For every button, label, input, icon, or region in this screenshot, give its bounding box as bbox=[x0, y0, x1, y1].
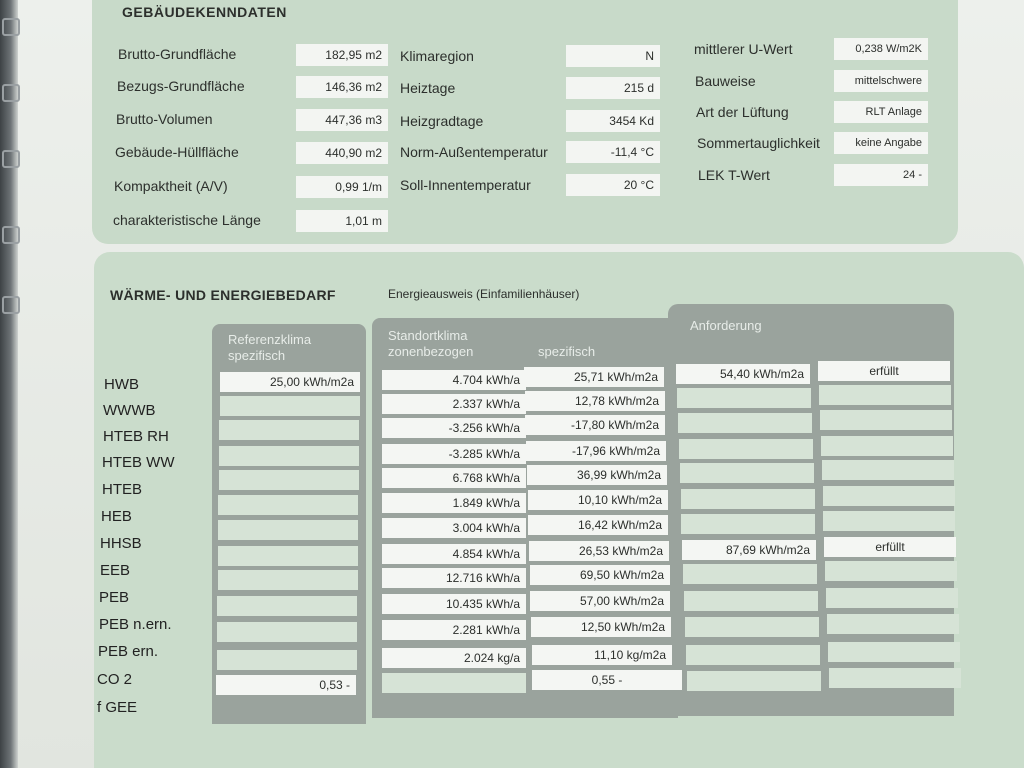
cell-anforderung bbox=[680, 463, 814, 483]
cell-zonenbezogen: 2.281 kWh/a bbox=[382, 620, 526, 640]
envelope-field-label: mittlerer U-Wert bbox=[694, 41, 793, 57]
cell-referenz bbox=[220, 396, 360, 416]
header-standort-line2: zonenbezogen bbox=[388, 344, 474, 359]
cell-status bbox=[823, 511, 955, 531]
envelope-field-value: mittelschwere bbox=[834, 70, 928, 92]
binder-ring bbox=[2, 226, 20, 244]
cell-status bbox=[821, 436, 953, 456]
cell-referenz bbox=[217, 622, 357, 642]
cell-referenz bbox=[217, 650, 357, 670]
building-data-panel bbox=[92, 0, 958, 244]
cell-referenz bbox=[218, 495, 358, 515]
cell-spezifisch: 0,55 - bbox=[532, 670, 682, 690]
row-label: HTEB WW bbox=[102, 454, 175, 471]
building-field-value: 182,95 m2 bbox=[296, 44, 388, 66]
cell-status bbox=[823, 486, 955, 506]
cell-spezifisch: 11,10 kg/m2a bbox=[532, 645, 672, 665]
header-anforderung: Anforderung bbox=[690, 318, 762, 333]
row-label: PEB n.ern. bbox=[99, 616, 172, 633]
climate-field-value: N bbox=[566, 45, 660, 67]
section-subtitle-energy: Energieausweis (Einfamilienhäuser) bbox=[388, 287, 580, 301]
cell-spezifisch: 12,78 kWh/m2a bbox=[525, 391, 665, 411]
cell-status bbox=[828, 642, 960, 662]
cell-anforderung bbox=[684, 591, 818, 611]
header-spezifisch: spezifisch bbox=[538, 344, 596, 359]
binder-ring bbox=[2, 84, 20, 102]
building-field-label: Kompaktheit (A/V) bbox=[114, 178, 228, 194]
cell-zonenbezogen: -3.256 kWh/a bbox=[382, 418, 526, 438]
cell-anforderung bbox=[683, 564, 817, 584]
envelope-field-label: LEK T-Wert bbox=[698, 167, 770, 183]
cell-zonenbezogen: 3.004 kWh/a bbox=[382, 518, 526, 538]
binder-edge bbox=[0, 0, 18, 768]
cell-referenz bbox=[218, 570, 358, 590]
cell-spezifisch: 12,50 kWh/m2a bbox=[531, 617, 671, 637]
cell-anforderung bbox=[685, 617, 819, 637]
cell-spezifisch: 16,42 kWh/m2a bbox=[528, 515, 668, 535]
building-field-value: 447,36 m3 bbox=[296, 109, 388, 131]
binder-ring bbox=[2, 150, 20, 168]
cell-anforderung bbox=[677, 388, 811, 408]
row-label: HEB bbox=[101, 508, 132, 525]
header-standort-line1: Standortklima bbox=[388, 328, 468, 343]
cell-referenz bbox=[219, 446, 359, 466]
cell-status bbox=[820, 410, 952, 430]
header-referenz-line2: spezifisch bbox=[228, 348, 286, 363]
row-label: HHSB bbox=[100, 535, 142, 552]
climate-field-value: 215 d bbox=[566, 77, 660, 99]
building-field-label: Brutto-Grundfläche bbox=[118, 46, 237, 62]
cell-spezifisch: 57,00 kWh/m2a bbox=[530, 591, 670, 611]
building-field-label: Bezugs-Grundfläche bbox=[117, 78, 245, 94]
binder-ring bbox=[2, 296, 20, 314]
cell-referenz: 0,53 - bbox=[216, 675, 356, 695]
envelope-field-label: Art der Lüftung bbox=[696, 104, 789, 120]
cell-anforderung bbox=[678, 413, 812, 433]
cell-zonenbezogen: 1.849 kWh/a bbox=[382, 493, 526, 513]
envelope-field-label: Sommertauglichkeit bbox=[697, 135, 820, 151]
cell-spezifisch: 26,53 kWh/m2a bbox=[529, 541, 669, 561]
cell-spezifisch: 10,10 kWh/m2a bbox=[528, 490, 668, 510]
cell-anforderung bbox=[686, 645, 820, 665]
cell-status bbox=[826, 588, 958, 608]
envelope-field-value: RLT Anlage bbox=[834, 101, 928, 123]
cell-zonenbezogen: 4.854 kWh/a bbox=[382, 544, 526, 564]
envelope-field-value: keine Angabe bbox=[834, 132, 928, 154]
cell-status bbox=[825, 561, 957, 581]
section-title-building: GEBÄUDEKENNDATEN bbox=[122, 4, 287, 20]
climate-field-label: Klimaregion bbox=[400, 48, 474, 64]
cell-zonenbezogen: 2.024 kg/a bbox=[382, 648, 526, 668]
climate-field-label: Heizgradtage bbox=[400, 113, 484, 129]
row-label: HTEB bbox=[102, 481, 143, 498]
cell-status bbox=[827, 614, 959, 634]
climate-field-value: 20 °C bbox=[566, 174, 660, 196]
binder-ring bbox=[2, 18, 20, 36]
row-label: f GEE bbox=[97, 699, 138, 716]
row-label: CO 2 bbox=[97, 671, 133, 688]
building-field-value: 0,99 1/m bbox=[296, 176, 388, 198]
cell-zonenbezogen: 6.768 kWh/a bbox=[382, 468, 526, 488]
cell-status bbox=[819, 385, 951, 405]
cell-zonenbezogen: -3.285 kWh/a bbox=[382, 444, 526, 464]
header-referenz-line1: Referenzklima bbox=[228, 332, 312, 347]
building-field-label: Brutto-Volumen bbox=[116, 111, 213, 127]
cell-referenz bbox=[217, 596, 357, 616]
building-field-label: Gebäude-Hüllfläche bbox=[115, 144, 239, 160]
cell-anforderung bbox=[679, 439, 813, 459]
climate-field-label: Norm-Außentemperatur bbox=[400, 144, 548, 160]
cell-referenz: 25,00 kWh/m2a bbox=[220, 372, 360, 392]
climate-field-value: -11,4 °C bbox=[566, 141, 660, 163]
building-field-label: charakteristische Länge bbox=[113, 212, 261, 228]
cell-zonenbezogen: 10.435 kWh/a bbox=[382, 594, 526, 614]
cell-status bbox=[822, 460, 954, 480]
row-label: EEB bbox=[100, 562, 131, 579]
climate-field-value: 3454 Kd bbox=[566, 110, 660, 132]
cell-zonenbezogen: 2.337 kWh/a bbox=[382, 394, 526, 414]
envelope-field-value: 0,238 W/m2K bbox=[834, 38, 928, 60]
row-label: PEB ern. bbox=[98, 643, 159, 660]
cell-spezifisch: 69,50 kWh/m2a bbox=[530, 565, 670, 585]
envelope-field-value: 24 - bbox=[834, 164, 928, 186]
row-label: WWWB bbox=[103, 402, 156, 419]
envelope-field-label: Bauweise bbox=[695, 73, 756, 89]
cell-anforderung: 54,40 kWh/m2a bbox=[676, 364, 810, 384]
row-label: HWB bbox=[104, 376, 139, 393]
cell-anforderung bbox=[681, 489, 815, 509]
cell-spezifisch: 25,71 kWh/m2a bbox=[524, 367, 664, 387]
building-field-value: 1,01 m bbox=[296, 210, 388, 232]
cell-referenz bbox=[218, 520, 358, 540]
row-label: HTEB RH bbox=[103, 428, 169, 445]
cell-referenz bbox=[219, 420, 359, 440]
cell-status bbox=[829, 668, 961, 688]
cell-spezifisch: 36,99 kWh/m2a bbox=[527, 465, 667, 485]
building-field-value: 146,36 m2 bbox=[296, 76, 388, 98]
cell-anforderung bbox=[681, 514, 815, 534]
cell-zonenbezogen bbox=[382, 673, 526, 693]
cell-status: erfüllt bbox=[818, 361, 950, 381]
cell-referenz bbox=[218, 546, 358, 566]
cell-status: erfüllt bbox=[824, 537, 956, 557]
cell-spezifisch: -17,96 kWh/m2a bbox=[526, 441, 666, 461]
cell-referenz bbox=[219, 470, 359, 490]
cell-zonenbezogen: 12.716 kWh/a bbox=[382, 568, 526, 588]
climate-field-label: Soll-Innentemperatur bbox=[400, 177, 531, 193]
climate-field-label: Heiztage bbox=[400, 80, 456, 96]
cell-anforderung: 87,69 kWh/m2a bbox=[682, 540, 816, 560]
building-field-value: 440,90 m2 bbox=[296, 142, 388, 164]
section-title-energy: WÄRME- UND ENERGIEBEDARF bbox=[110, 287, 336, 303]
cell-zonenbezogen: 4.704 kWh/a bbox=[382, 370, 526, 390]
cell-spezifisch: -17,80 kWh/m2a bbox=[525, 415, 665, 435]
cell-anforderung bbox=[687, 671, 821, 691]
row-label: PEB bbox=[99, 589, 130, 606]
